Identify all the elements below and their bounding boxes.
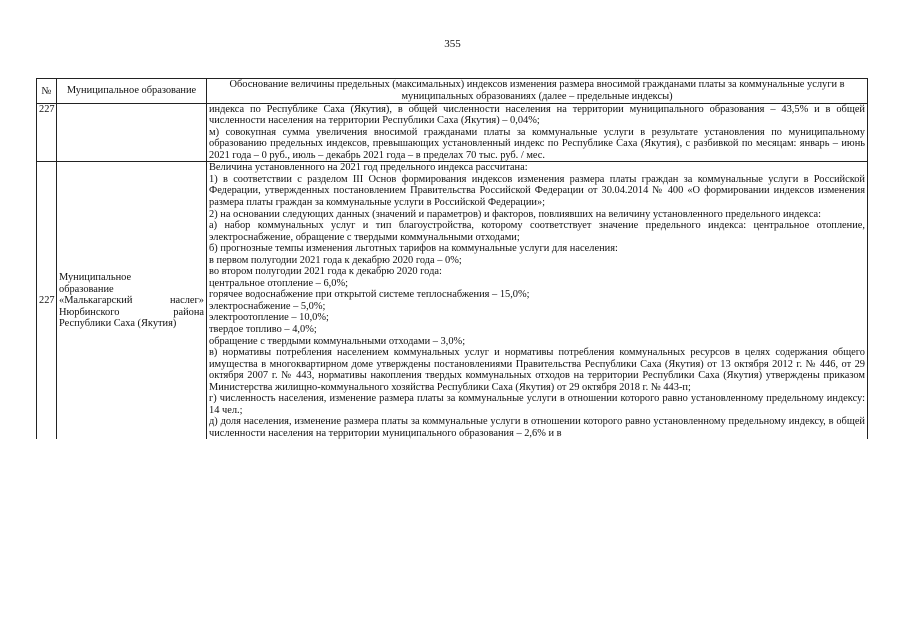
justification-paragraph: во втором полугодии 2021 года к декабрю 2020 года: [209, 266, 442, 278]
justification-paragraph: обращение с твердыми коммунальными отходами – 3,0%; [209, 335, 466, 347]
justification-table [36, 78, 868, 439]
row-number: 227 [37, 103, 57, 162]
row-number: 227 [37, 162, 57, 440]
table-row [37, 162, 868, 440]
row-justification [207, 162, 868, 440]
municipality-line: Нюрбинского района [59, 306, 204, 318]
justification-paragraph: электроотопление – 10,0%; [209, 312, 329, 324]
justification-paragraph: Величина установленного на 2021 год предельного индекса рассчитана: [209, 162, 528, 174]
row-justification [207, 103, 868, 162]
municipality-line: Муниципальное [59, 272, 132, 284]
header-justification: Обоснование величины предельных (максимальных) индексов изменения размера вносимой гражданами платы за коммунальные услуги в муниципальных образованиях (далее – предельные индексы) [207, 79, 868, 104]
justification-paragraph: горячее водоснабжение при открытой системе теплоснабжения – 15,0%; [209, 289, 530, 301]
justification-paragraph: центральное отопление – 6,0%; [209, 277, 348, 289]
justification-paragraph: твердое топливо – 4,0%; [209, 323, 317, 335]
justification-paragraph: 1) в соответствии с разделом III Основ формирования индексов изменения размера платы граждан за коммунальные услуги в Российской Федерации, утвержденных постановлением Правительства Российской Федерации от 30.04.2014 № 400 «О формировании индексов изменения размера платы граждан за коммунальные услуги в Российской Федерации»; [209, 173, 865, 208]
municipality-line: Республики Саха (Якутия) [59, 318, 177, 330]
justification-paragraph: индекса по Республике Саха (Якутия), в общей численности населения на территории муниципального образования – 43,5% и в общей численности населения на территории Республики Саха (Якутия) – 0,04%; [209, 103, 865, 127]
justification-paragraph: а) набор коммунальных услуг и тип благоустройства, которому соответствует значение предельного индекса: центральное отопление, электроснабжение, обращение с твердыми коммунальными отходами; [209, 220, 865, 243]
row-municipality [57, 103, 207, 162]
table-header-row [37, 79, 868, 104]
justification-paragraph: в) нормативы потребления населением коммунальных услуг и нормативы потребления коммунальных ресурсов в целях содержания общего имущества в многоквартирном доме утверждены постановлениями Правительства Республики Саха (Якутия) от 13 октября 2012 г. № 446, от 29 октября 2007 г. № 443, нормативы накопления твердых коммунальных отходов на территории Республики Саха (Якутия) утверждены приказом Министерства жилищно-коммунального хозяйства Республики Саха (Якутия) от 29 октября 2018 г. № 443-п; [209, 347, 865, 393]
header-number: № [37, 79, 57, 104]
municipality-line: «Малькагарский наслег» [59, 295, 204, 307]
header-municipality: Муниципальное образование [57, 79, 207, 104]
justification-paragraph: б) прогнозные темпы изменения льготных тарифов на коммунальные услуги для населения: [209, 243, 618, 255]
table-row [37, 103, 868, 162]
justification-paragraph: 2) на основании следующих данных (значений и параметров) и факторов, повлиявших на величину установленного предельного индекса: [209, 208, 822, 220]
row-municipality [57, 162, 207, 440]
justification-paragraph: д) доля населения, изменение размера платы за коммунальные услуги в отношении которого равно установленному предельному индексу, в общей численности населения на территории муниципального образования – 2,6% и в [209, 416, 865, 439]
justification-paragraph: в первом полугодии 2021 года к декабрю 2020 года – 0%; [209, 254, 462, 266]
justification-paragraph: м) совокупная сумма увеличения вносимой гражданами платы за коммунальные услуги в результате установления по муниципальному образованию предельных индексов, превышающих установленный индекс по Республике Саха (Якутия), с разбивкой по месяцам: январь – июнь 2021 года – 0 руб., июль – декабрь 2021 года – в пределах 70 тыс. руб. / мес. [209, 126, 865, 161]
justification-paragraph: электроснабжение – 5,0%; [209, 300, 326, 312]
justification-paragraph: г) численность населения, изменение размера платы за коммунальные услуги в отношении которого равно установленному предельному индексу: 14 чел.; [209, 393, 865, 416]
page-number: 355 [444, 38, 461, 50]
municipality-line: образование [59, 283, 114, 295]
